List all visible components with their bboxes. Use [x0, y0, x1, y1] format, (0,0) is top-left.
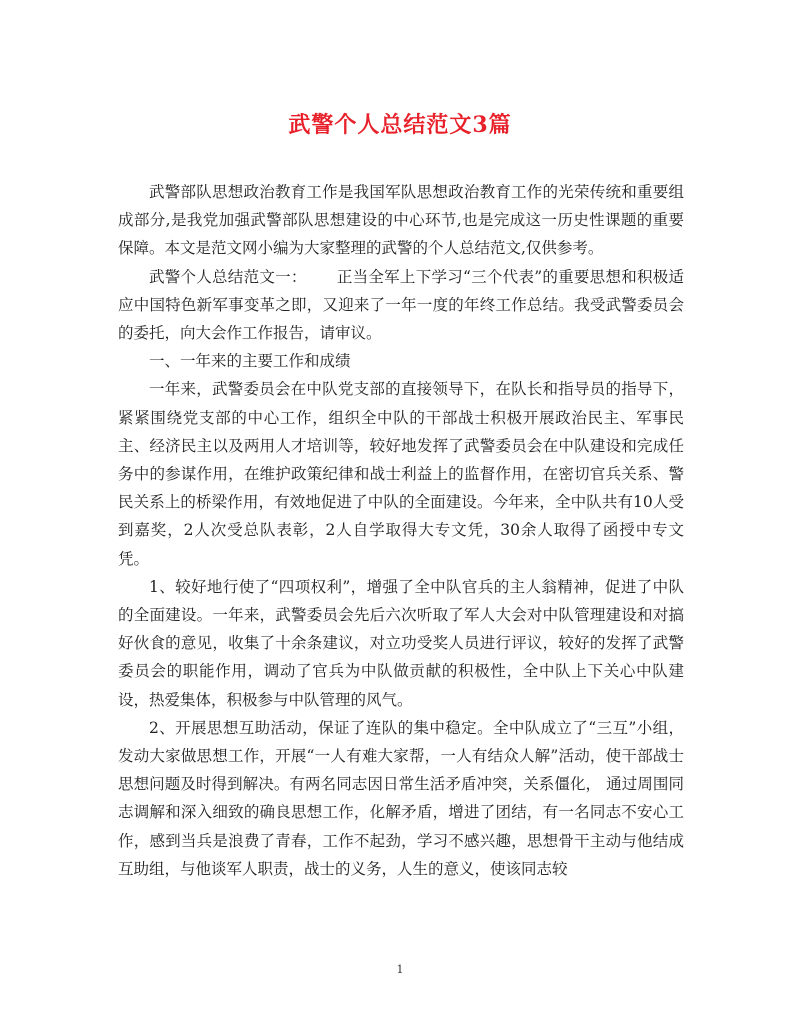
section-one-text: 正当全军上下学习“三个代表”的重要思想和积极适应中国特色新军事变革之即，又迎来了一年一度的年终工作总结。我受武警委员会的委托，向大会作工作报告，请审议。 [118, 267, 684, 343]
rights-paragraph: 1、较好地行使了“四项权利”，增强了全中队官兵的主人翁精神，促进了中队的全面建设。一年来，武警委员会先后六次听取了军人大会对中队管理建设和对搞好伙食的意见，收集了十余条建议，对立功受奖人员进行评议，较好的发挥了武警委员会的职能作用，调动了官兵为中队做贡献的积极性，全中队上下关心中队建设，热爱集体，积极参与中队管理的风气。 [118, 577, 684, 709]
document-body [118, 178, 684, 883]
section-one-paragraph [118, 263, 684, 348]
intro-paragraph: 武警部队思想政治教育工作是我国军队思想政治教育工作的光荣传统和重要组成部分,是我党加强武警部队思想建设的中心环节,也是完成这一历史性课题的重要保障。本文是范文网小编为大家整理的武警的个人总结范文,仅供参考。 [118, 183, 684, 258]
section-heading: 一、一年来的主要工作和成绩 [149, 352, 351, 371]
section-one-label: 武警个人总结范文一： [149, 267, 307, 286]
page-number: 1 [396, 963, 404, 976]
mutual-aid-paragraph: 2、开展思想互助活动，保证了连队的集中稳定。全中队成立了“三互”小组，发动大家做思想工作，开展“一人有难大家帮，一人有结众人解”活动，使干部战士思想问题及时得到解决。有两名同志因日常生活矛盾冲突，关系僵化， 通过周围同志调解和深入细致的确良思想工作，化解矛盾，增进了团结，有一名同志不安心工作，感到当兵是浪费了青春，工作不起劲，学习不感兴趣，思想骨干主动与他结成互助组，与他谈军人职责，战士的义务，人生的意义，使该同志较 [118, 718, 684, 878]
work-summary-paragraph: 一年来，武警委员会在中队党支部的直接领导下，在队长和指导员的指导下，紧紧围绕党支部的中心工作，组织全中队的干部战士积极开展政治民主、军事民主、经济民主以及两用人才培训等，较好地发挥了武警委员会在中队建设和完成任务中的参谋作用，在维护政策纪律和战士利益上的监督作用，在密切官兵关系、警民关系上的桥梁作用，有效地促进了中队的全面建设。今年来，全中队共有10人受到嘉奖，2人次受总队表彰，2人自学取得大专文凭，30余人取得了函授中专文凭。 [118, 380, 684, 568]
document-title: 武警个人总结范文3篇 [288, 112, 512, 138]
